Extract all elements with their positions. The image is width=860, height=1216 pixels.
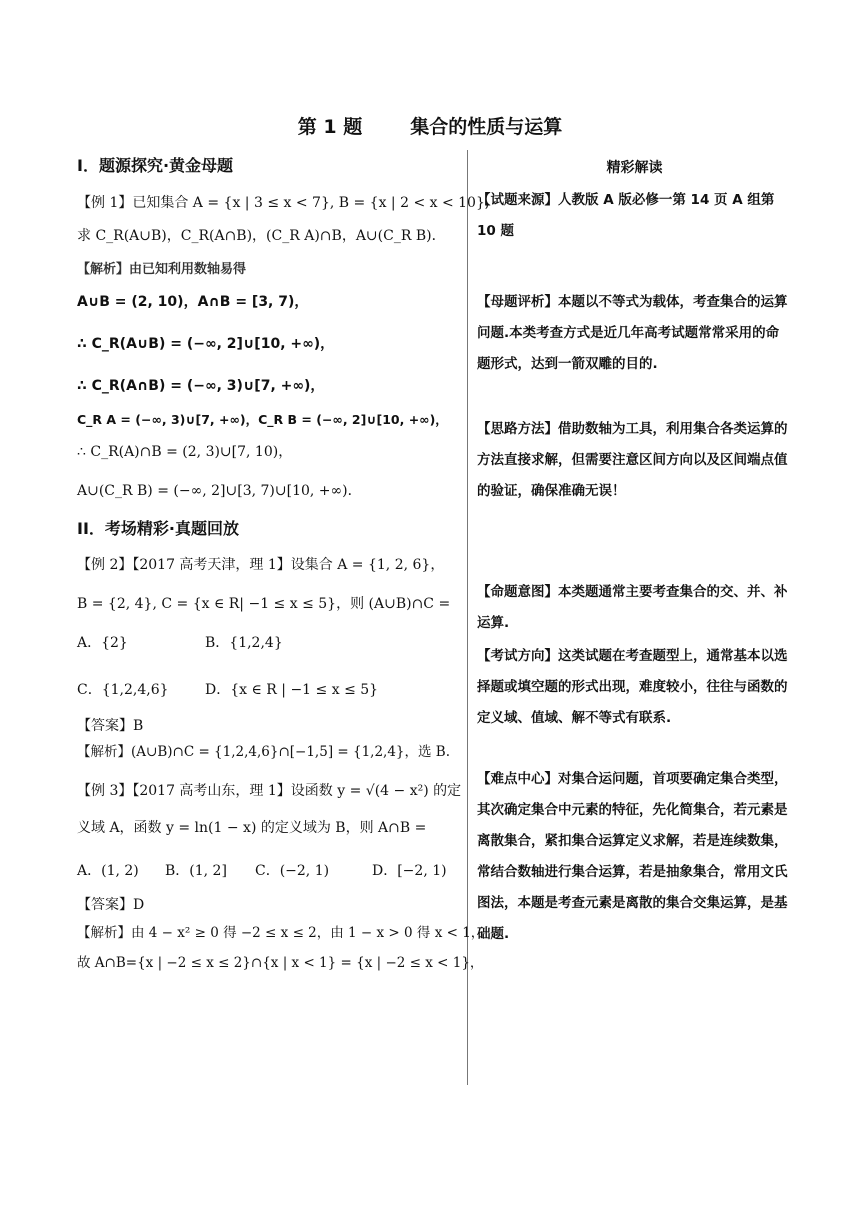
example2-option-a: A．{2} [77,635,128,651]
column-divider [467,150,468,1085]
example1-step1: A∪B = (2, 10)，A∩B = [3, 7)， [77,294,309,310]
commentary-direction: 【考试方向】这类试题在考查题型上，通常基本以选择题或填空题的形式出现，难度较小，往往与函数的定义域、值域、解不等式有联系. [477,648,788,726]
section-heading-2: II．考场精彩·真题回放 [77,519,239,538]
commentary-source: 【试题来源】人教版 A 版必修一第 14 页 A 组第 10 题 [477,192,775,239]
example3-line2: 义域 A，函数 y = ln(1 − x) 的定义域为 B，则 A∩B = [77,820,427,836]
problem-number: 第 1 题 [297,116,363,138]
example3-option-b: B．(1, 2] [165,863,227,879]
example2-line2: B = {2, 4}, C = {x ∈ R| −1 ≤ x ≤ 5}，则 (A∪B)∩C = [77,596,451,612]
example3-explanation-2: 故 A∩B={x | −2 ≤ x ≤ 2}∩{x | x < 1} = {x | −2 ≤ x < 1}， [77,955,484,971]
example1-step6: A∪(C_R B) = (−∞, 2]∪[3, 7)∪[10, +∞)． [77,483,362,499]
example3-option-a: A．(1, 2) [77,863,139,879]
section-heading-1: I．题源探究·黄金母题 [77,156,234,175]
example2-option-c: C．{1,2,4,6} [77,682,169,698]
example1-line1: 【例 1】已知集合 A = {x | 3 ≤ x < 7}, B = {x | 2 < x < 10}, [77,195,490,211]
commentary-heading: 精彩解读 [606,160,663,176]
example1-step2: ∴ C_R(A∪B) = (−∞, 2]∪[10, +∞)， [77,336,335,352]
commentary-evaluation: 【母题评析】本题以不等式为载体，考查集合的运算问题.本类考查方式是近几年高考试题常常采用的命题形式，达到一箭双雕的目的. [477,294,788,372]
example1-step5: ∴ C_R(A)∩B = (2, 3)∪[7, 10)， [77,444,293,460]
example3-answer: 【答案】D [77,897,145,913]
commentary-intent: 【命题意图】本类题通常主要考查集合的交、并、补运算. [477,584,788,631]
example1-analysis-label: 【解析】由已知利用数轴易得 [77,262,247,277]
problem-topic: 集合的性质与运算 [410,116,563,138]
commentary-difficulty: 【难点中心】对集合运问题，首项要确定集合类型，其次确定集合中元素的特征，先化简集合，若元素是离散集合，紧扣集合运算定义求解，若是连续数集，常结合数轴进行集合运算，若是抽象集合，常用文氏图法，本题是考查元素是离散的集合交集运算，是基础题. [477,771,788,942]
example2-answer: 【答案】B [77,718,144,734]
example2-explanation: 【解析】(A∪B)∩C = {1,2,4,6}∩[−1,5] = {1,2,4}，选 B. [77,744,451,760]
right-column [477,150,792,950]
example1-step4: C_R A = (−∞, 3)∪[7, +∞)，C_R B = (−∞, 2]∪[10, +∞)， [77,412,448,427]
example2-options-row2 [77,674,462,707]
example2-line1: 【例 2】【2017 高考天津，理 1】设集合 A = {1, 2, 6}， [77,557,445,573]
example2-option-d: D．{x ∈ R | −1 ≤ x ≤ 5} [205,682,379,698]
example3-options [77,855,462,888]
page-title [0,112,860,139]
example1-step3: ∴ C_R(A∩B) = (−∞, 3)∪[7, +∞)， [77,378,325,394]
example2-option-b: B．{1,2,4} [205,635,283,651]
example3-option-d: D．[−2, 1) [372,863,447,879]
example3-option-c: C．(−2, 1) [255,863,330,879]
commentary-method: 【思路方法】借助数轴为工具，利用集合各类运算的方法直接求解，但需要注意区间方向以及区间端点值的验证，确保准确无误！ [477,421,788,499]
example3-explanation-1: 【解析】由 4 − x² ≥ 0 得 −2 ≤ x ≤ 2，由 1 − x > 0 得 x < 1， [77,925,485,941]
example2-options-row1 [77,627,462,660]
example1-line2: 求 C_R(A∪B)，C_R(A∩B)，(C_R A)∩B，A∪(C_R B)． [77,228,446,244]
example3-line1: 【例 3】【2017 高考山东，理 1】设函数 y = √(4 − x²) 的定 [77,783,462,799]
